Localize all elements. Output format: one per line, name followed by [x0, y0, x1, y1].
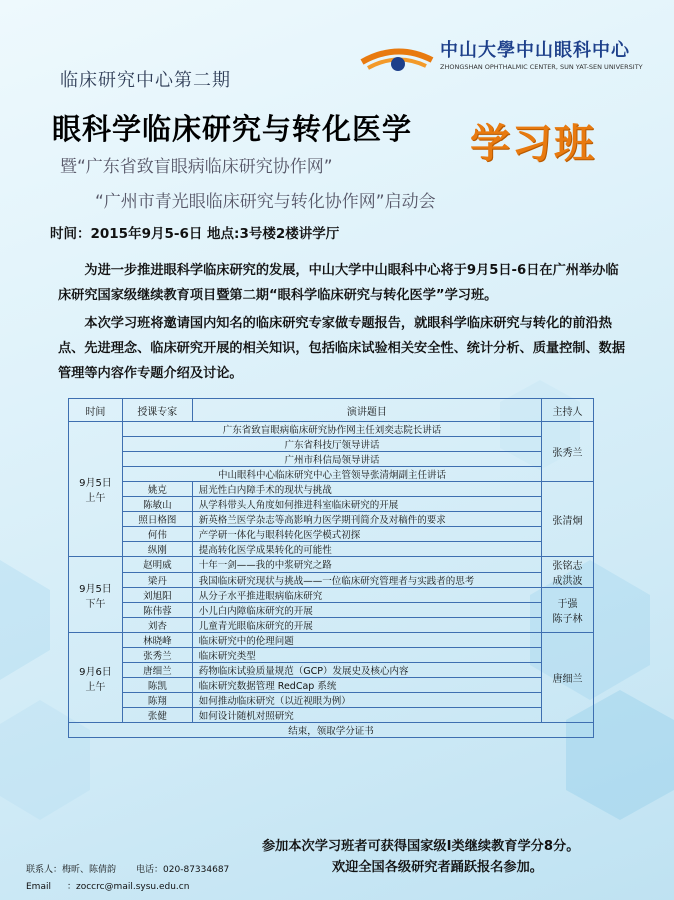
- speaker: 刘旭阳: [122, 588, 192, 603]
- table-row: [69, 482, 594, 497]
- header-time: 时间: [69, 399, 123, 422]
- contact-label: 联系人：: [26, 865, 63, 875]
- table-row: [69, 497, 594, 512]
- speaker: 张秀兰: [122, 648, 192, 663]
- topic: 我国临床研究现状与挑战——一位临床研究管理者与实践者的思考: [192, 572, 541, 588]
- speaker: 何伟: [122, 527, 192, 542]
- speaker: 陈凯: [122, 678, 192, 693]
- topic: 临床研究数据管理 RedCap 系统: [192, 678, 541, 693]
- table-row: [69, 437, 594, 452]
- organization-name: 中山大學中山眼科中心: [440, 40, 630, 61]
- table-row: [69, 467, 594, 482]
- speaker: 照日格图: [122, 512, 192, 527]
- table-row: [69, 422, 594, 437]
- table-row: [69, 527, 594, 542]
- topic: 从学科带头人角度如何推进科室临床研究的开展: [192, 497, 541, 512]
- speaker: 姚克: [122, 482, 192, 497]
- table-row: [69, 572, 594, 588]
- speaker: 陈翔: [122, 693, 192, 708]
- topic: 提高转化医学成果转化的可能性: [192, 542, 541, 557]
- header-speaker: 授课专家: [122, 399, 192, 422]
- session-time: 9月5日 下午: [69, 557, 123, 633]
- topic: 如何设计随机对照研究: [192, 708, 541, 723]
- closing-note: 结束，领取学分证书: [69, 723, 594, 738]
- opening-speech: 中山眼科中心临床研究中心主管领导张清炯副主任讲话: [122, 467, 541, 482]
- table-header-row: [69, 399, 594, 422]
- table-row: [69, 633, 594, 648]
- session-time: 9月5日 上午: [69, 422, 123, 557]
- intro-paragraph-1: 为进一步推进眼科学临床研究的发展，中山大学中山眼科中心将于9月5日-6日在广州举办临床研究国家级继续教育项目暨第二期“眼科学临床研究与转化医学”学习班。: [58, 263, 619, 303]
- speaker: 刘杏: [122, 618, 192, 633]
- header-topic: 演讲题目: [192, 399, 541, 422]
- table-row: [69, 663, 594, 678]
- table-row: [69, 603, 594, 618]
- speaker: 陈伟蓉: [122, 603, 192, 618]
- event-subtitle: 临床研究中心第二期: [60, 70, 231, 91]
- topic: 儿童青光眼临床研究的开展: [192, 618, 541, 633]
- topic: 如何推动临床研究（以近视眼为例）: [192, 693, 541, 708]
- table-row: [69, 557, 594, 573]
- speaker: 纵刚: [122, 542, 192, 557]
- speaker: 张健: [122, 708, 192, 723]
- closing-row: [69, 723, 594, 738]
- opening-speech: 广东省科技厅领导讲话: [122, 437, 541, 452]
- email-label: Email: [26, 882, 51, 892]
- schedule-table: [68, 398, 594, 738]
- session-time: 9月6日 上午: [69, 633, 123, 723]
- speaker: 陈敏山: [122, 497, 192, 512]
- speaker: 赵明威: [122, 557, 192, 573]
- topic: 临床研究类型: [192, 648, 541, 663]
- study-class-title: 学习班: [470, 121, 596, 167]
- session-host: 张秀兰: [542, 422, 594, 482]
- table-row: [69, 618, 594, 633]
- table-row: [69, 452, 594, 467]
- topic: 十年一剑——我的中浆研究之路: [192, 557, 541, 573]
- topic: 小儿白内障临床研究的开展: [192, 603, 541, 618]
- opening-speech: 广州市科信局领导讲话: [122, 452, 541, 467]
- table-row: [69, 588, 594, 603]
- email-address[interactable]: ：zoccrc@mail.sysu.edu.cn: [66, 882, 190, 892]
- session-host: 于强 陈子林: [542, 588, 594, 633]
- session-host: 唐细兰: [542, 633, 594, 723]
- table-row: [69, 542, 594, 557]
- table-row: [69, 708, 594, 723]
- contact-info: [26, 862, 235, 896]
- eye-logo-icon: [358, 40, 436, 80]
- speaker: 梁丹: [122, 572, 192, 588]
- topic: 产学研一体化与眼科转化医学模式初探: [192, 527, 541, 542]
- table-row: [69, 512, 594, 527]
- topic: 临床研究中的伦理问题: [192, 633, 541, 648]
- table-row: [69, 678, 594, 693]
- speaker: 唐细兰: [122, 663, 192, 678]
- session-host: 张清炯: [542, 482, 594, 557]
- opening-speech: 广东省致盲眼病临床研究协作网主任刘奕志院长讲话: [122, 422, 541, 437]
- intro-paragraph-2: 本次学习班将邀请国内知名的临床研究专家做专题报告，就眼科学临床研究与转化的前沿热点、先进理念、临床研究开展的相关知识，包括临床试验相关安全性、统计分析、质量控制、数据管理等内容作专题介绍及讨论。: [58, 316, 626, 381]
- header-host: 主持人: [542, 399, 594, 422]
- main-title: 眼科学临床研究与转化医学: [52, 112, 413, 146]
- credit-note: 参加本次学习班者可获得国家级I类继续教育学分8分。: [262, 839, 580, 854]
- network-title-1: 暨“广东省致盲眼病临床研究协作网”: [60, 157, 333, 177]
- network-title-2: “广州市青光眼临床研究与转化协作网”启动会: [95, 192, 436, 212]
- topic: 屈光性白内障手术的现状与挑战: [192, 482, 541, 497]
- session-host: 张铭志 成洪波: [542, 557, 594, 588]
- phone-number: 020-87334687: [163, 865, 230, 875]
- time-and-place: 时间：2015年9月5-6日 地点:3号楼2楼讲学厅: [50, 226, 340, 242]
- table-row: [69, 648, 594, 663]
- phone-label: 电话：: [136, 865, 164, 875]
- welcome-note: 欢迎全国各级研究者踊跃报名参加。: [332, 860, 543, 875]
- organization-name-english: ZHONGSHAN OPHTHALMIC CENTER, SUN YAT-SEN UNIVERSITY: [440, 63, 643, 71]
- topic: 药物临床试验质量规范（GCP）发展史及核心内容: [192, 663, 541, 678]
- contact-names: 梅昕、陈倩韵: [62, 865, 117, 875]
- topic: 新英格兰医学杂志等高影响力医学期刊简介及对稿件的要求: [192, 512, 541, 527]
- topic: 从分子水平推进眼病临床研究: [192, 588, 541, 603]
- table-row: [69, 693, 594, 708]
- speaker: 林晓峰: [122, 633, 192, 648]
